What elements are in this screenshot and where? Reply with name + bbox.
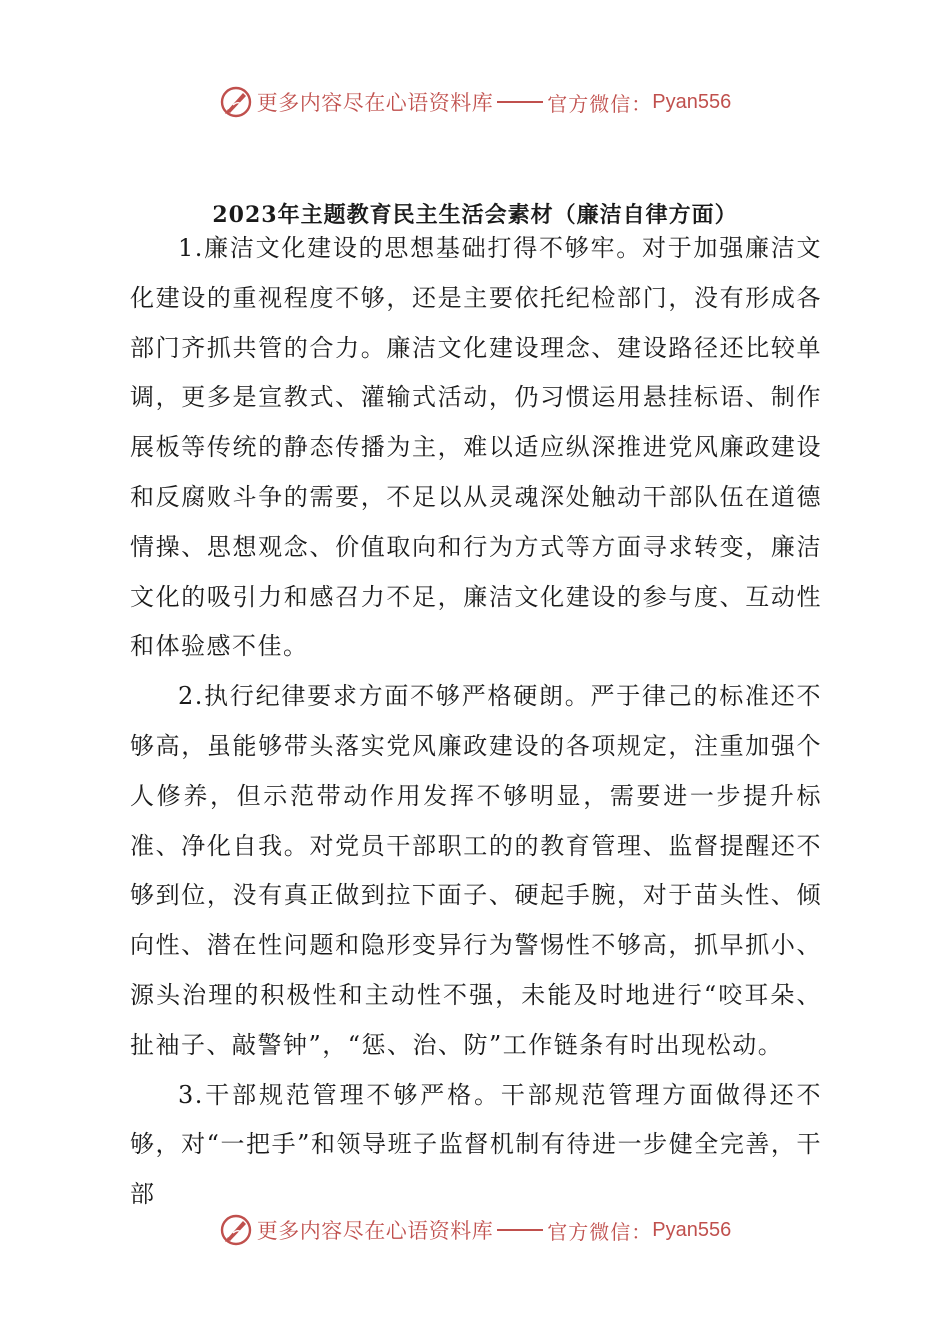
site-name: 更多内容尽在心语资料库 <box>256 91 494 115</box>
wechat-id: Pyan556 <box>652 1218 732 1241</box>
wechat-label: 官方微信： <box>547 1219 653 1244</box>
footer-banner <box>0 1210 950 1250</box>
wechat-label: 官方微信： <box>547 91 653 116</box>
wechat-id: Pyan556 <box>652 90 732 113</box>
paragraph-3: 3.干部规范管理不够严格。干部规范管理方面做得还不够，对“一把手”和领导班子监督机制有待进一步健全完善，干部 <box>130 1080 822 1209</box>
document-body <box>130 224 822 1220</box>
paragraph-1: 1.廉洁文化建设的思想基础打得不够牢。对于加强廉洁文化建设的重视程度不够，还是主要依托纪检部门，没有形成各部门齐抓共管的合力。廉洁文化建设理念、建设路径还比较单调，更多是宣教式、灌输式活动，仍习惯运用悬挂标语、制作展板等传统的静态传播为主，难以适应纵深推进党风廉政建设和反腐败斗争的需要，不足以从灵魂深处触动干部队伍在道德情操、思想观念、价值取向和行为方式等方面寻求转变，廉洁文化的吸引力和感召力不足，廉洁文化建设的参与度、互动性和体验感不佳。 <box>130 234 822 661</box>
banner-dash <box>497 1229 543 1231</box>
site-name: 更多内容尽在心语资料库 <box>256 1219 494 1243</box>
paragraph-2: 2.执行纪律要求方面不够严格硬朗。严于律己的标准还不够高，虽能够带头落实党风廉政建设的各项规定，注重加强个人修养，但示范带动作用发挥不够明显，需要进一步提升标准、净化自我。对党员干部职工的的教育管理、监督提醒还不够到位，没有真正做到拉下面子、硬起手腕，对于苗头性、倾向性、潜在性问题和隐形变异行为警惕性不够高，抓早抓小、源头治理的积极性和主动性不强，未能及时地进行“咬耳朵、扯袖子、敲警钟”，“惩、治、防”工作链条有时出现松动。 <box>130 682 822 1059</box>
document-title: 2023年主题教育民主生活会素材（廉洁自律方面） <box>212 202 738 228</box>
pen-logo-icon <box>219 1213 253 1247</box>
banner-dash <box>497 101 543 103</box>
header-banner <box>0 82 950 122</box>
pen-logo-icon <box>219 85 253 119</box>
